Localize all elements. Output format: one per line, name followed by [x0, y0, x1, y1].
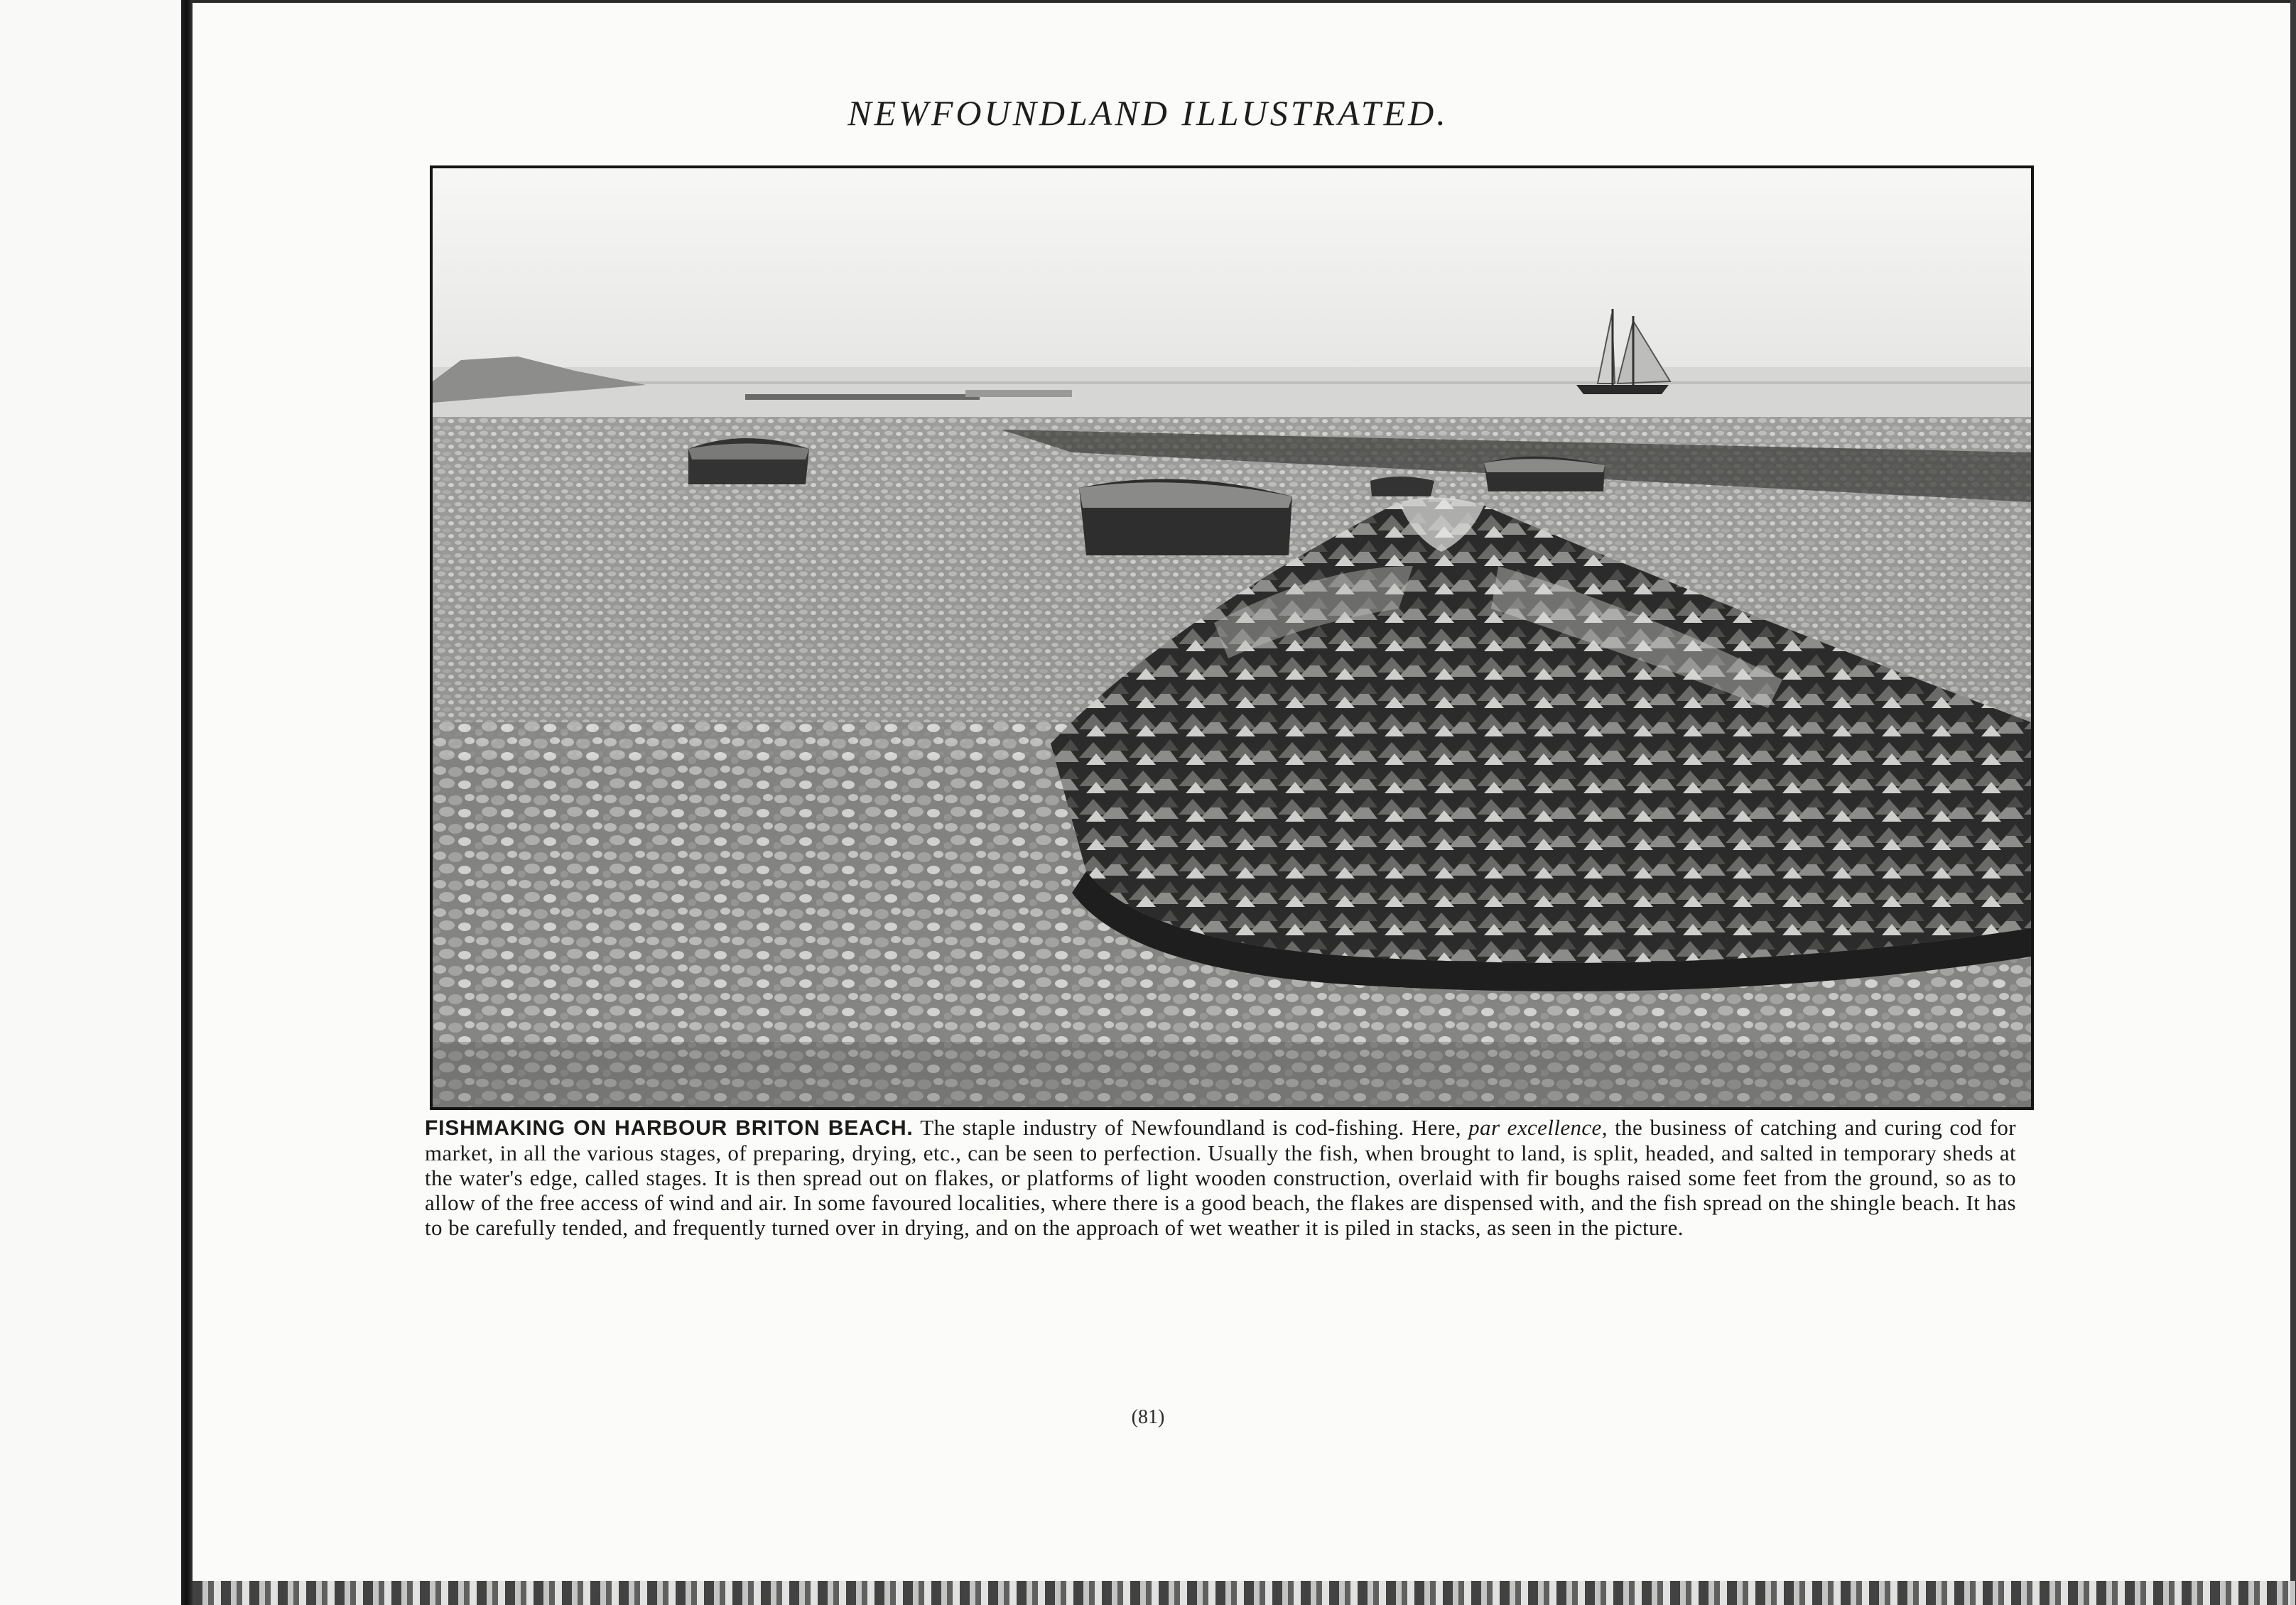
left-page-margin [0, 0, 181, 1605]
page-bottom-edge [193, 1581, 2296, 1605]
photograph-fish-stacks-on-beach [433, 168, 2031, 1107]
caption-text-intro: The staple industry of Newfoundland is cod-fishing. Here, [920, 1115, 1461, 1140]
right-page-edge [2290, 0, 2296, 1605]
caption-italic-phrase: par excellence, [1468, 1115, 1608, 1140]
photograph-plate [430, 165, 2034, 1110]
running-head: NEWFOUNDLAND ILLUSTRATED. [848, 93, 1448, 133]
page-number: (81) [1131, 1406, 1165, 1428]
book-binding [181, 0, 193, 1605]
caption-title: FISHMAKING ON HARBOUR BRITON BEACH. [425, 1116, 914, 1140]
caption-text-body: the business of catching and curing cod for market, in all the various stages, of preparing, drying, etc., can be seen to perfection. Usually the fish, when brought to land, is split, headed, and salted in temporary sheds at the water's edge, called stages. It is then spread out on flakes, or platforms of light wooden construction, overlaid with fir boughs raised some feet from the ground, so as to allow of the free access of wind and air. In some favoured localities, where there is a good beach, the flakes are dispensed with, and the fish spread on the shingle beach. It has to be carefully tended, and frequently turned over in drying, and on the approach of wet weather it is piled in stacks, as seen in the picture. [425, 1115, 2016, 1240]
photo-caption [425, 1115, 2016, 1240]
